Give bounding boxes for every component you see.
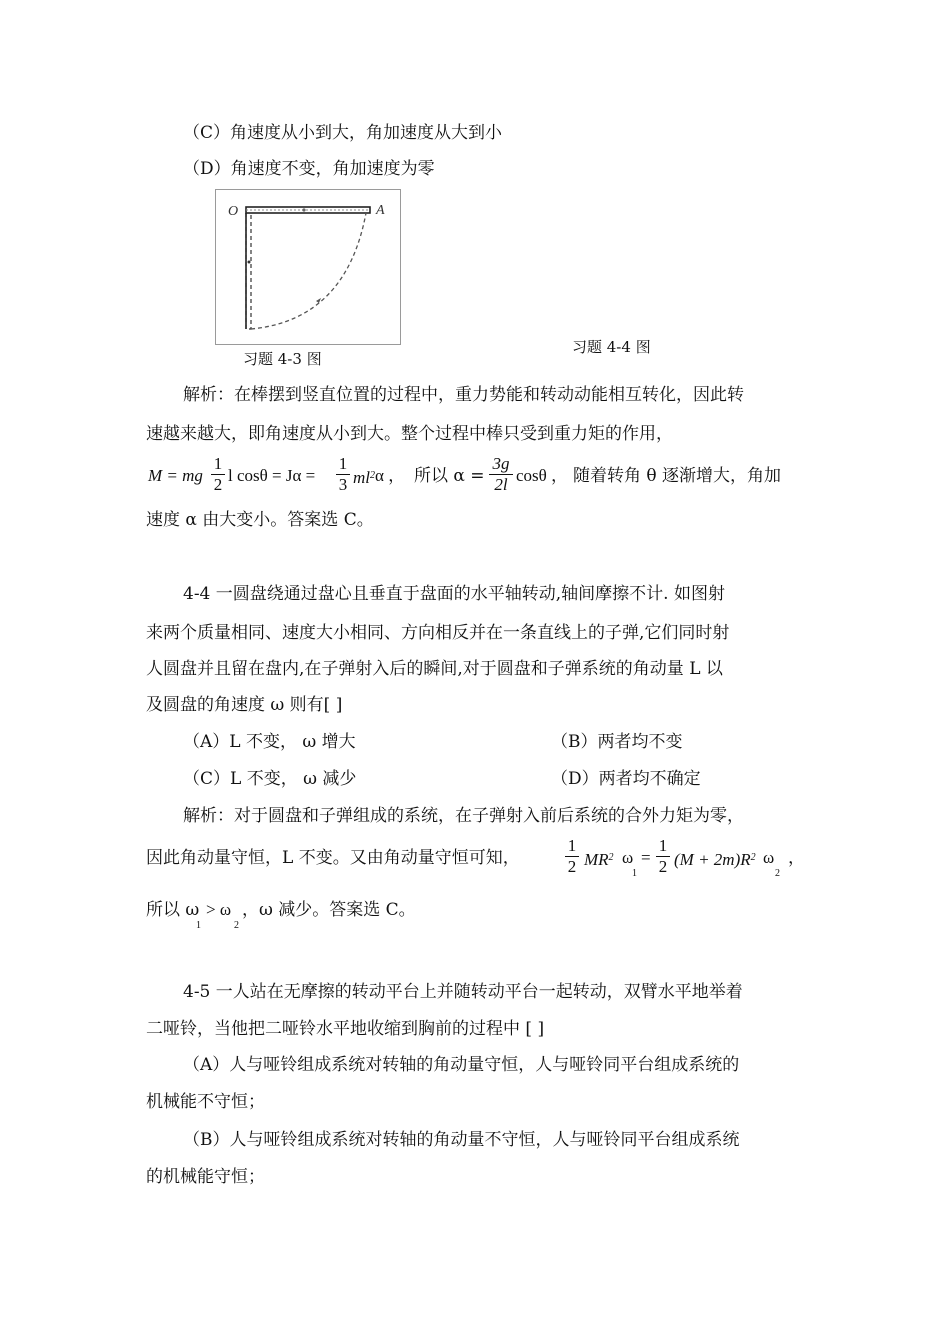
eq-equals: =: [641, 848, 651, 867]
line3-omega2-sub: 2: [234, 920, 239, 931]
caption-4-4: 习题 4-4 图: [572, 338, 651, 356]
eq-m2m-r2: $(M + 2m)R^2$: [674, 850, 756, 869]
q45-option-b-line2: 的机械能守恒；: [146, 1167, 265, 1187]
q44-option-d: （D）两者均不确定: [551, 769, 701, 789]
eq-cos-theta: cosθ ，: [516, 466, 569, 485]
line3-gt-omega: > ω: [206, 900, 232, 919]
q45-stem-line1: 4-5 一人站在无摩擦的转动平台上并随转动平台一起转动，双臂水平地举着: [183, 982, 743, 1002]
q44-stem-line2: 来两个质量相同、速度大小相同、方向相反并在一条直线上的子弹,它们同时射: [146, 623, 730, 643]
q43-analysis-line2: 速越来越大，即角速度从小到大。整个过程中棒只受到重力矩的作用，: [146, 424, 673, 444]
q44-stem-line1: 4-4 一圆盘绕通过盘心且垂直于盘面的水平轴转动,轴间摩擦不计. 如图射: [183, 584, 725, 604]
rod-pendulum-figure: [215, 189, 401, 345]
q43-option-c: （C）角速度从小到大，角加速度从大到小: [183, 123, 503, 143]
caption-4-3: 习题 4-3 图: [243, 350, 322, 368]
eq-so-alpha: 所以 α =: [414, 466, 485, 486]
q44-analysis-line3-so: 所以 ω: [146, 900, 200, 920]
q43-analysis-line4: 速度 α 由大变小。答案选 C。: [146, 510, 374, 530]
eq-omega2-sub: 2: [775, 868, 780, 879]
eq-omega1-sub: 1: [632, 868, 637, 879]
fraction-one-third: 1 3: [336, 455, 350, 494]
q43-option-d: （D）角速度不变，角加速度为零: [183, 159, 435, 179]
eq-mr2: $MR^2$: [584, 850, 614, 869]
eq-omega2: ω: [763, 848, 775, 867]
eq-lcos-j-alpha: l cosθ = Jα =: [228, 466, 316, 485]
q44-option-a: （A）L 不变， ω 增大: [183, 732, 356, 752]
eq-omega1: ω: [622, 848, 634, 867]
q45-option-a-line2: 机械能不守恒；: [146, 1092, 265, 1112]
q45-option-b-line1: （B）人与哑铃组成系统对转轴的角动量不守恒，人与哑铃同平台组成系统: [183, 1130, 740, 1150]
label-a: A: [376, 203, 385, 218]
fraction-half-right: 1 2: [656, 837, 670, 876]
q44-analysis-line1: 解析：对于圆盘和子弹组成的系统，在子弹射入前后系统的合外力矩为零，: [183, 806, 744, 826]
eq-comma: ，: [788, 848, 805, 868]
eq-ml: $ml^2$: [353, 468, 375, 487]
q45-stem-line2: 二哑铃，当他把二哑铃水平地收缩到胸前的过程中 [ ]: [146, 1019, 545, 1039]
eq-alpha: α ，: [375, 466, 406, 485]
q44-option-b: （B）两者均不变: [551, 732, 683, 752]
q44-stem-line3: 人圆盘并且留在盘内,在子弹射入后的瞬间,对于圆盘和子弹系统的角动量 L 以: [146, 659, 723, 679]
rod-diagram: [216, 190, 400, 344]
swing-arc: [251, 213, 366, 329]
q43-analysis-line3-rest: 随着转角 θ 逐渐增大，角加: [573, 466, 782, 486]
fraction-half-left: 1 2: [565, 837, 579, 876]
label-o: O: [228, 204, 239, 219]
q43-analysis-line1: 解析：在棒摆到竖直位置的过程中，重力势能和转动动能相互转化，因此转: [183, 385, 744, 405]
q44-analysis-line2: 因此角动量守恒，L 不变。又由角动量守恒可知，: [146, 848, 520, 868]
q44-stem-line4: 及圆盘的角速度 ω 则有[ ]: [146, 695, 343, 715]
line3-omega1-sub: 1: [196, 920, 201, 931]
eq-m-mg: M = mg: [148, 466, 203, 485]
q44-option-c: （C）L 不变， ω 减少: [183, 769, 357, 789]
fraction-one-half: 1 2: [211, 455, 225, 494]
q44-analysis-line3-rest: ，ω 减少。答案选 C。: [242, 900, 416, 920]
fraction-3g-2l: 3g 2l: [489, 455, 513, 494]
q45-option-a-line1: （A）人与哑铃组成系统对转轴的角动量守恒，人与哑铃同平台组成系统的: [183, 1055, 740, 1075]
